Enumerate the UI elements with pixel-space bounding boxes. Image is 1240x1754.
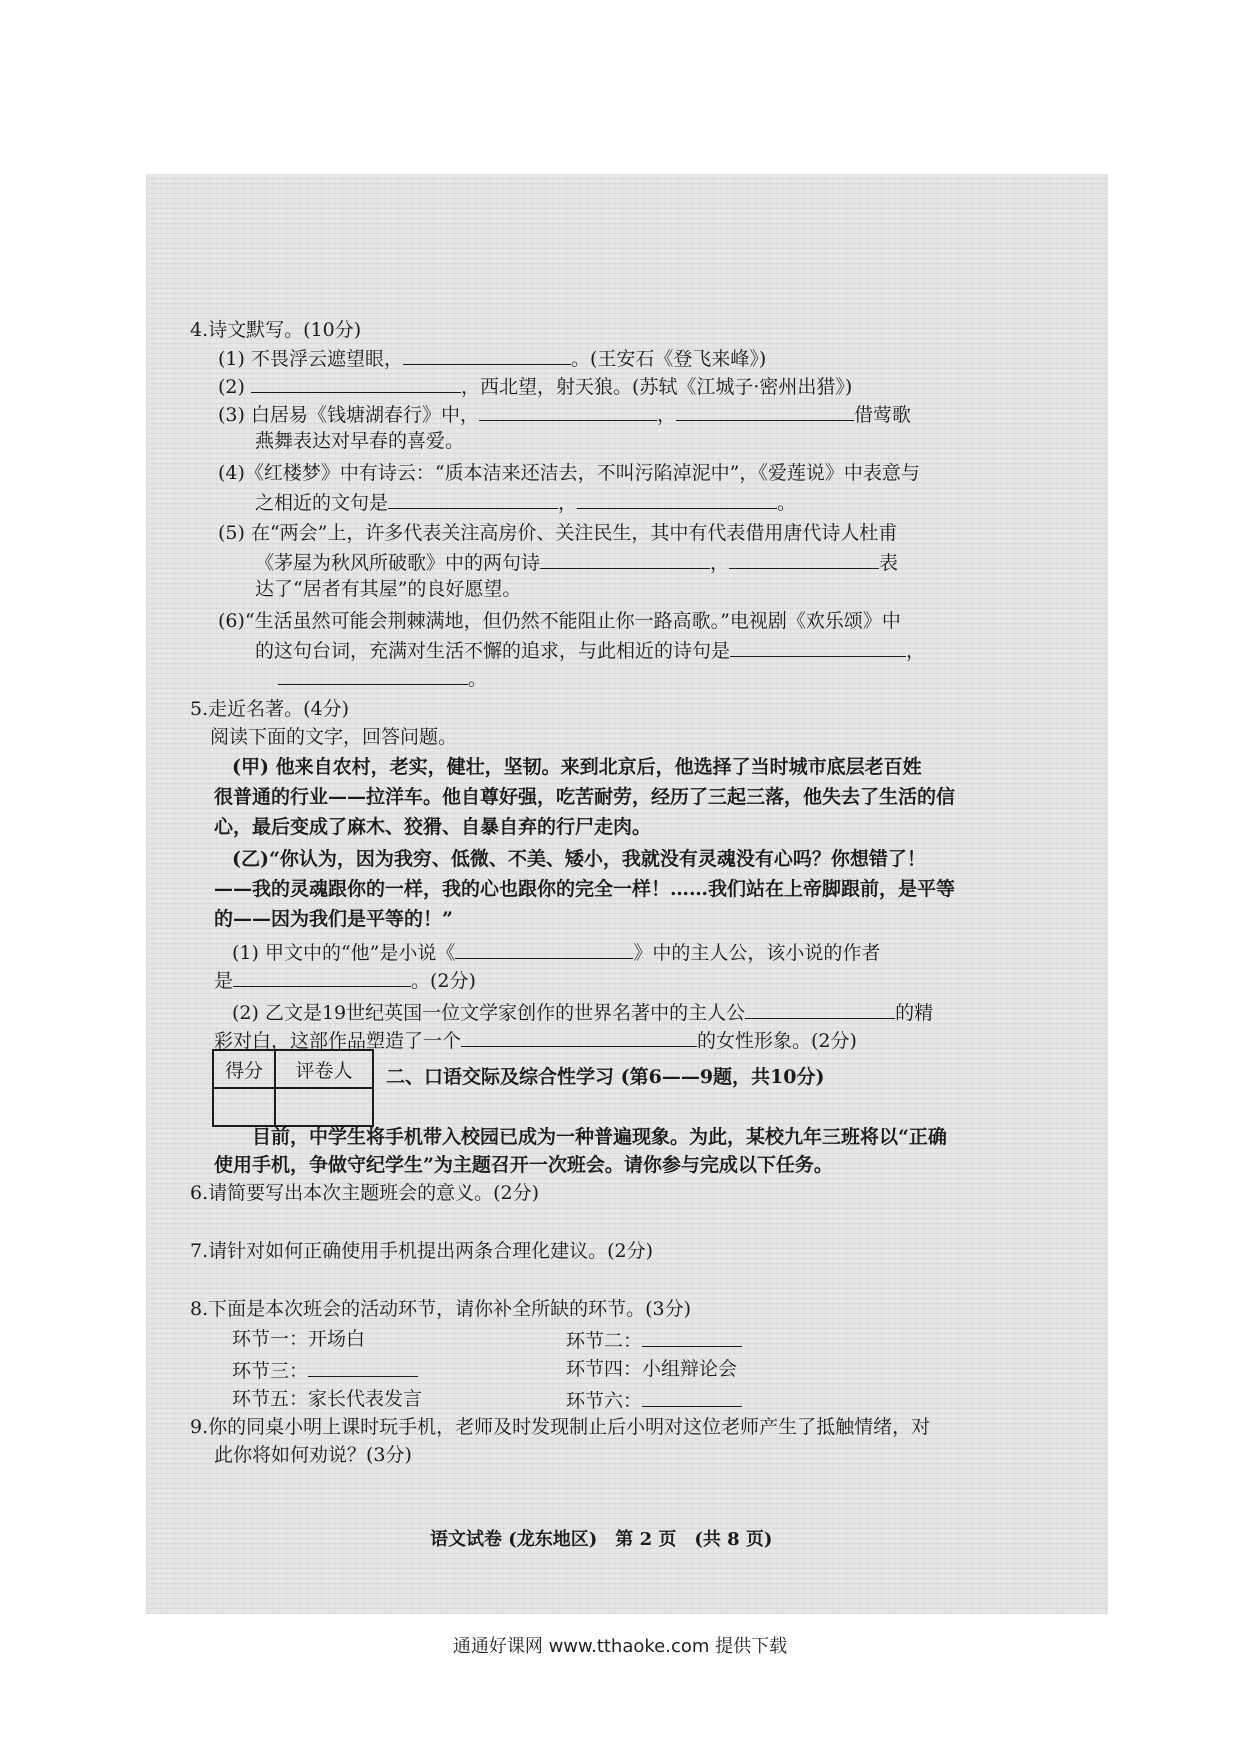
q9-text-1: 9.你的同桌小明上课时玩手机，老师及时发现制止后小明对这位老师产生了抵触情绪，对 (190, 1416, 931, 1438)
q4-item-6-cont (255, 636, 925, 665)
score-cell[interactable] (213, 1088, 275, 1126)
q5-heading: 5.走近名著。(4分) (190, 698, 350, 720)
q4-item-4-cont (255, 488, 796, 517)
q9-text-2: 此你将如何劝说？(3分) (214, 1444, 412, 1466)
answer-blank[interactable] (745, 998, 895, 1019)
q8-step-5: 环节五：家长代表发言 (232, 1388, 423, 1410)
download-footer: 通通好课网 www.tthaoke.com 提供下载 (452, 1636, 788, 1657)
q4-item-6-text-b: 的这句台词，充满对生活不懈的追求，与此相近的诗句是 (255, 640, 731, 662)
q8-step-2 (566, 1326, 742, 1355)
q6-text: 6.请简要写出本次主题班会的意义。(2分) (190, 1182, 540, 1204)
q5-sub-2-text-c: 彩对白，这部作品塑造了一个 (214, 1030, 462, 1052)
q5-sub-1-text-a: (1) 甲文中的“他”是小说《 (232, 942, 456, 964)
passage-jia-2: 很普通的行业——拉洋车。他自尊好强，吃苦耐劳，经历了三起三落，他失去了生活的信 (214, 786, 956, 808)
q4-item-5-text-d: 表 (879, 552, 899, 574)
answer-blank[interactable] (479, 400, 657, 421)
q5-sub-2-text-d: 的女性形象。(2分) (697, 1030, 857, 1052)
q8-step-4: 环节四：小组辩论会 (566, 1358, 738, 1380)
q4-item-1-text-a: (1) 不畏浮云遮望眼， (218, 348, 403, 370)
answer-blank[interactable] (729, 548, 879, 569)
passage-yi-1: (乙)“你认为，因为我穷、低微、不美、矮小，我就没有灵魂没有心吗？你想错了！ (232, 848, 926, 870)
q4-item-3-text-c: 借莺歌 (853, 404, 911, 426)
page-footer: 语文试卷 (龙东地区) 第 2 页 (共 8 页) (430, 1529, 773, 1550)
q8-step-3 (232, 1356, 418, 1385)
q4-item-6-text-c: ， (906, 640, 926, 662)
q5-sub-2-text-a: (2) 乙文是19世纪英国一位文学家创作的世界名著中的主人公 (232, 1002, 746, 1024)
q4-item-5-text-c: ， (710, 552, 730, 574)
q5-intro: 阅读下面的文字，回答问题。 (210, 726, 458, 748)
answer-blank[interactable] (388, 488, 558, 509)
answer-blank[interactable] (308, 1356, 418, 1377)
q5-sub-2 (232, 998, 933, 1027)
answer-blank[interactable] (403, 344, 571, 365)
q8-step-6 (566, 1386, 742, 1415)
q4-item-4-text-d: 。 (777, 492, 797, 514)
q4-item-5-cont (255, 548, 898, 577)
answer-blank[interactable] (278, 664, 468, 685)
q4-item-2-text-b: ，西北望，射天狼。(苏轼《江城子·密州出猎》) (460, 376, 853, 398)
section-2-title: 二、口语交际及综合性学习 (第6——9题，共10分) (386, 1066, 825, 1088)
answer-blank[interactable] (676, 400, 854, 421)
q4-item-1 (218, 344, 766, 373)
q4-item-5-text-b: 《茅屋为秋风所破歌》中的两句诗 (255, 552, 541, 574)
q5-sub-2-text-b: 的精 (895, 1002, 934, 1024)
q4-item-3-cont: 燕舞表达对早春的喜爱。 (255, 430, 465, 452)
q8-step-6-label: 环节六： (566, 1390, 643, 1412)
q4-item-5-cont2: 达了“居者有其屋”的良好愿望。 (255, 578, 522, 600)
q4-item-2-text-a: (2) (218, 376, 245, 398)
q8-step-2-label: 环节二： (566, 1330, 643, 1352)
answer-blank[interactable] (730, 636, 906, 657)
passage-yi-3: 的——因为我们是平等的！” (214, 908, 453, 930)
q7-text: 7.请针对如何正确使用手机提出两条合理化建议。(2分) (190, 1240, 654, 1262)
q4-item-1-text-b: 。(王安石《登飞来峰》) (570, 348, 767, 370)
q5-sub-1-text-d: 。(2分) (411, 970, 476, 992)
section-2-intro-1: 目前，中学生将手机带入校园已成为一种普遍现象。为此，某校九年三班将以“正确 (252, 1126, 947, 1148)
answer-blank[interactable] (540, 548, 710, 569)
q4-item-4-text-b: 之相近的文句是 (255, 492, 389, 514)
q4-item-3 (218, 400, 911, 429)
q5-sub-1 (232, 938, 880, 967)
passage-yi-2: ——我的灵魂跟你的一样，我的心也跟你的完全一样！……我们站在上帝脚跟前，是平等 (214, 878, 956, 900)
q8-heading: 8.下面是本次班会的活动环节，请你补全所缺的环节。(3分) (190, 1298, 692, 1320)
answer-blank[interactable] (461, 1026, 697, 1047)
q5-sub-1-text-b: 》中的主人公，该小说的作者 (633, 942, 881, 964)
q4-item-5: (5) 在“两会”上，许多代表关注高房价、关注民生，其中有代表借用唐代诗人杜甫 (218, 522, 898, 544)
passage-jia-1: (甲) 他来自农村，老实，健壮，坚韧。来到北京后，他选择了当时城市底层老百姓 (232, 756, 922, 778)
grader-header: 评卷人 (275, 1050, 373, 1088)
answer-blank[interactable] (233, 966, 411, 987)
score-table (212, 1049, 374, 1127)
section-2-intro-2: 使用手机，争做守纪学生”为主题召开一次班会。请你参与完成以下任务。 (214, 1154, 833, 1176)
q4-item-6: (6)“生活虽然可能会荆棘满地，但仍然不能阻止你一路高歌。”电视剧《欢乐颂》中 (218, 610, 901, 632)
q4-item-4: (4)《红楼梦》中有诗云：“质本洁来还洁去，不叫污陷淖泥中”，《爱莲说》中表意与 (218, 462, 920, 484)
answer-blank[interactable] (642, 1326, 742, 1347)
answer-blank[interactable] (577, 488, 777, 509)
answer-blank[interactable] (455, 938, 633, 959)
q4-heading: 4.诗文默写。(10分) (190, 319, 362, 341)
q4-item-3-text-b: ， (656, 404, 676, 426)
q4-item-6-cont2 (278, 664, 487, 693)
grader-cell[interactable] (275, 1088, 373, 1126)
score-header: 得分 (213, 1050, 275, 1088)
q5-sub-1-text-c: 是 (214, 970, 234, 992)
answer-blank[interactable] (642, 1386, 742, 1407)
q4-item-2 (218, 372, 852, 401)
q4-item-3-text-a: (3) 白居易《钱塘湖春行》中， (218, 404, 479, 426)
q4-item-4-text-c: ， (558, 492, 578, 514)
passage-jia-3: 心，最后变成了麻木、狡猾、自暴自弃的行尸走肉。 (214, 816, 652, 838)
q8-step-3-label: 环节三： (232, 1360, 309, 1382)
q5-sub-1-cont (214, 966, 476, 995)
q4-item-6-text-d: 。 (468, 668, 488, 690)
answer-blank[interactable] (251, 372, 461, 393)
q8-step-1: 环节一：开场白 (232, 1328, 366, 1350)
